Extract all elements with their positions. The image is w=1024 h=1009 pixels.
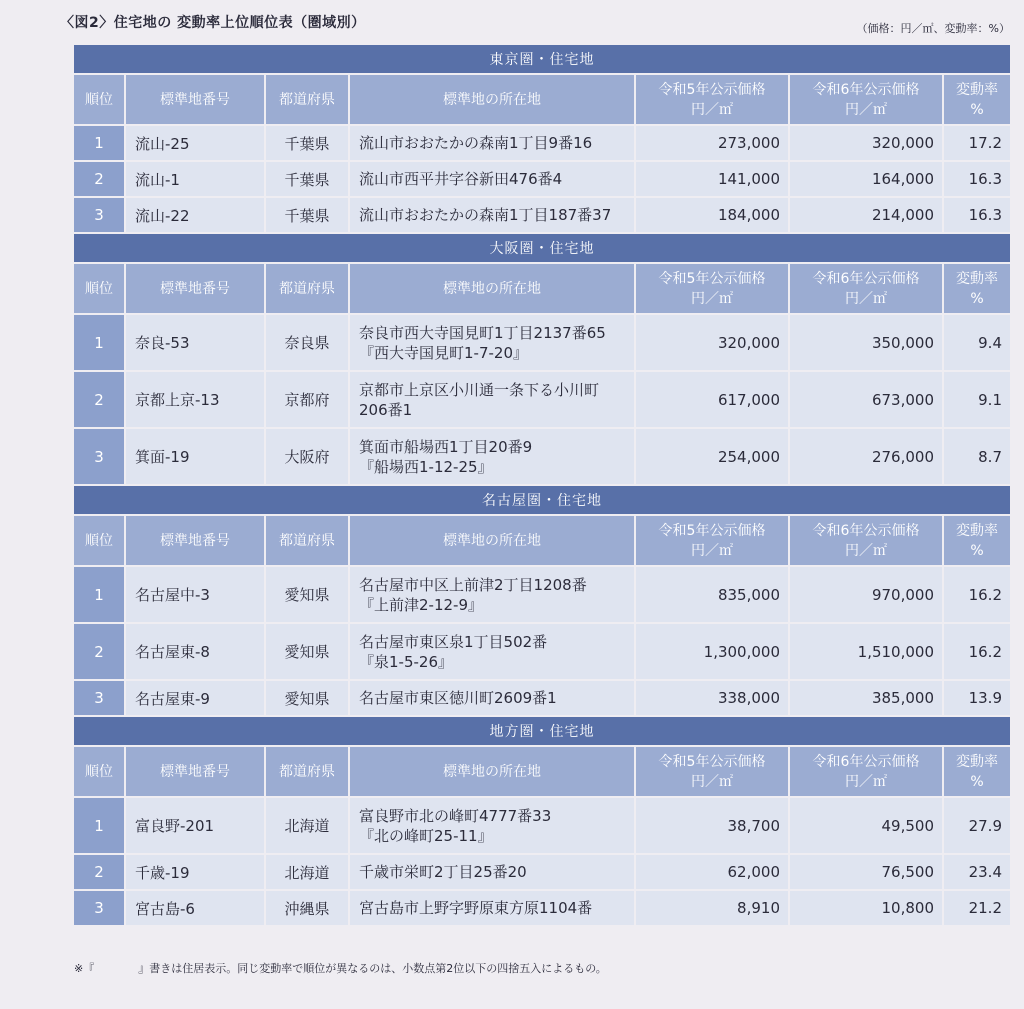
change-rate-cell: 16.2	[944, 567, 1010, 624]
change-rate-cell: 8.7	[944, 429, 1010, 486]
region-header: 名古屋圏・住宅地	[74, 486, 1010, 516]
price-r6-cell: 320,000	[790, 126, 944, 162]
address-cell	[350, 567, 636, 624]
change-rate-cell: 9.4	[944, 315, 1010, 372]
address-line1: 富良野市北の峰町4777番33	[359, 806, 552, 825]
table-body	[74, 45, 1010, 927]
address-line1: 京都市上京区小川通一条下る小川町	[359, 380, 600, 399]
col-header-price-r5-line2: 円／㎡	[691, 290, 733, 307]
col-header-price-r6-line2: 円／㎡	[845, 542, 887, 559]
col-header-pref: 都道府県	[266, 75, 350, 126]
address-line2: 『船場西1-12-25』	[359, 457, 493, 476]
table-row	[74, 681, 1010, 717]
region-header: 地方圏・住宅地	[74, 717, 1010, 747]
region-header-row	[74, 717, 1010, 747]
col-header-code: 標準地番号	[126, 264, 266, 315]
standard-land-number-cell: 箕面-19	[126, 429, 266, 486]
col-header-address: 標準地の所在地	[350, 75, 636, 126]
rank-cell: 2	[74, 372, 126, 429]
standard-land-number-cell: 奈良-53	[126, 315, 266, 372]
address-line1: 名古屋市東区徳川町2609番1	[359, 689, 557, 707]
col-header-rank: 順位	[74, 75, 126, 126]
col-header-rate	[944, 747, 1010, 798]
prefecture-cell: 北海道	[266, 798, 350, 855]
rank-cell: 1	[74, 126, 126, 162]
standard-land-number-cell: 名古屋中-3	[126, 567, 266, 624]
change-rate-cell: 16.3	[944, 198, 1010, 234]
standard-land-number-cell: 流山-22	[126, 198, 266, 234]
col-header-address: 標準地の所在地	[350, 516, 636, 567]
change-rate-cell: 23.4	[944, 855, 1010, 891]
col-header-price-r6-line2: 円／㎡	[845, 773, 887, 790]
col-header-price-r5	[636, 264, 790, 315]
col-header-address: 標準地の所在地	[350, 264, 636, 315]
standard-land-number-cell: 富良野-201	[126, 798, 266, 855]
price-r5-cell: 338,000	[636, 681, 790, 717]
col-header-price-r6	[790, 747, 944, 798]
col-header-price-r6-line2: 円／㎡	[845, 290, 887, 307]
standard-land-number-cell: 千歳-19	[126, 855, 266, 891]
column-header-row	[74, 75, 1010, 126]
col-header-price-r6	[790, 516, 944, 567]
table-row	[74, 798, 1010, 855]
col-header-rate	[944, 264, 1010, 315]
prefecture-cell: 千葉県	[266, 126, 350, 162]
col-header-rate-line1: 変動率	[956, 753, 998, 770]
ranking-table	[74, 45, 1010, 927]
price-r5-cell: 320,000	[636, 315, 790, 372]
table-row	[74, 891, 1010, 927]
address-line1: 千歳市栄町2丁目25番20	[359, 863, 527, 881]
rank-cell: 1	[74, 315, 126, 372]
price-r6-cell: 970,000	[790, 567, 944, 624]
price-r6-cell: 49,500	[790, 798, 944, 855]
price-r6-cell: 385,000	[790, 681, 944, 717]
col-header-rank: 順位	[74, 747, 126, 798]
rank-cell: 1	[74, 798, 126, 855]
address-cell	[350, 681, 636, 717]
change-rate-cell: 16.2	[944, 624, 1010, 681]
col-header-price-r6	[790, 75, 944, 126]
rank-cell: 2	[74, 855, 126, 891]
address-line2: 『北の峰町25-11』	[359, 826, 493, 845]
table-row	[74, 198, 1010, 234]
region-header-row	[74, 486, 1010, 516]
change-rate-cell: 17.2	[944, 126, 1010, 162]
col-header-price-r5	[636, 516, 790, 567]
price-r5-cell: 254,000	[636, 429, 790, 486]
prefecture-cell: 愛知県	[266, 567, 350, 624]
col-header-rate-line2: %	[970, 542, 984, 559]
region-header-row	[74, 45, 1010, 75]
col-header-rate-line2: %	[970, 773, 984, 790]
region-header: 東京圏・住宅地	[74, 45, 1010, 75]
col-header-price-r6-line1: 令和6年公示価格	[812, 81, 920, 98]
column-header-row	[74, 264, 1010, 315]
rank-cell: 3	[74, 681, 126, 717]
address-line1: 奈良市西大寺国見町1丁目2137番65	[359, 323, 606, 342]
prefecture-cell: 大阪府	[266, 429, 350, 486]
prefecture-cell: 沖縄県	[266, 891, 350, 927]
col-header-price-r6	[790, 264, 944, 315]
col-header-price-r6-line2: 円／㎡	[845, 101, 887, 118]
col-header-price-r5-line2: 円／㎡	[691, 773, 733, 790]
price-r5-cell: 141,000	[636, 162, 790, 198]
page-title: 〈図2〉住宅地の 変動率上位順位表（圏域別）	[60, 15, 366, 31]
prefecture-cell: 千葉県	[266, 198, 350, 234]
col-header-rate-line2: %	[970, 101, 984, 118]
col-header-rank: 順位	[74, 264, 126, 315]
col-header-rate-line1: 変動率	[956, 522, 998, 539]
price-r6-cell: 164,000	[790, 162, 944, 198]
address-cell	[350, 798, 636, 855]
address-line1: 箕面市船場西1丁目20番9	[359, 437, 533, 456]
table-row	[74, 315, 1010, 372]
address-line2: 『泉1-5-26』	[359, 652, 453, 671]
unit-note: （価格：円／㎡、変動率：%）	[856, 22, 1010, 35]
change-rate-cell: 21.2	[944, 891, 1010, 927]
col-header-price-r6-line1: 令和6年公示価格	[812, 522, 920, 539]
prefecture-cell: 奈良県	[266, 315, 350, 372]
col-header-rank: 順位	[74, 516, 126, 567]
region-header: 大阪圏・住宅地	[74, 234, 1010, 264]
rank-cell: 3	[74, 198, 126, 234]
col-header-price-r5	[636, 75, 790, 126]
prefecture-cell: 愛知県	[266, 681, 350, 717]
footnote: ※『 』書きは住居表示。同じ変動率で順位が異なるのは、小数点第2位以下の四捨五入によるもの。	[74, 962, 607, 975]
col-header-rate	[944, 516, 1010, 567]
rank-cell: 1	[74, 567, 126, 624]
address-line1: 宮古島市上野字野原東方原1104番	[359, 899, 593, 917]
address-cell	[350, 126, 636, 162]
price-r6-cell: 76,500	[790, 855, 944, 891]
table-row	[74, 126, 1010, 162]
price-r5-cell: 38,700	[636, 798, 790, 855]
col-header-pref: 都道府県	[266, 264, 350, 315]
price-r5-cell: 617,000	[636, 372, 790, 429]
col-header-price-r5-line2: 円／㎡	[691, 542, 733, 559]
column-header-row	[74, 516, 1010, 567]
col-header-rate	[944, 75, 1010, 126]
address-cell	[350, 624, 636, 681]
standard-land-number-cell: 流山-1	[126, 162, 266, 198]
address-line1: 名古屋市東区泉1丁目502番	[359, 632, 548, 651]
address-cell	[350, 429, 636, 486]
col-header-price-r6-line1: 令和6年公示価格	[812, 753, 920, 770]
col-header-price-r6-line1: 令和6年公示価格	[812, 270, 920, 287]
address-line2: 『西大寺国見町1-7-20』	[359, 343, 528, 362]
address-line2: 206番1	[359, 400, 413, 419]
price-r6-cell: 1,510,000	[790, 624, 944, 681]
address-cell	[350, 372, 636, 429]
price-r5-cell: 273,000	[636, 126, 790, 162]
rank-cell: 3	[74, 891, 126, 927]
col-header-address: 標準地の所在地	[350, 747, 636, 798]
address-line1: 流山市おおたかの森南1丁目9番16	[359, 134, 593, 152]
col-header-price-r5-line1: 令和5年公示価格	[658, 753, 766, 770]
col-header-price-r5-line2: 円／㎡	[691, 101, 733, 118]
address-cell	[350, 198, 636, 234]
rank-cell: 3	[74, 429, 126, 486]
address-cell	[350, 162, 636, 198]
rank-cell: 2	[74, 624, 126, 681]
address-line1: 流山市おおたかの森南1丁目187番37	[359, 206, 612, 224]
col-header-code: 標準地番号	[126, 516, 266, 567]
col-header-rate-line1: 変動率	[956, 81, 998, 98]
price-r5-cell: 184,000	[636, 198, 790, 234]
price-r5-cell: 62,000	[636, 855, 790, 891]
change-rate-cell: 16.3	[944, 162, 1010, 198]
table-row	[74, 855, 1010, 891]
price-r6-cell: 10,800	[790, 891, 944, 927]
table-row	[74, 429, 1010, 486]
address-cell	[350, 315, 636, 372]
col-header-rate-line2: %	[970, 290, 984, 307]
standard-land-number-cell: 名古屋東-8	[126, 624, 266, 681]
price-r6-cell: 276,000	[790, 429, 944, 486]
standard-land-number-cell: 京都上京-13	[126, 372, 266, 429]
price-r5-cell: 8,910	[636, 891, 790, 927]
standard-land-number-cell: 宮古島-6	[126, 891, 266, 927]
standard-land-number-cell: 流山-25	[126, 126, 266, 162]
col-header-code: 標準地番号	[126, 747, 266, 798]
table-row	[74, 162, 1010, 198]
standard-land-number-cell: 名古屋東-9	[126, 681, 266, 717]
address-line1: 流山市西平井字谷新田476番4	[359, 170, 563, 188]
price-r5-cell: 1,300,000	[636, 624, 790, 681]
col-header-rate-line1: 変動率	[956, 270, 998, 287]
table-row	[74, 567, 1010, 624]
col-header-pref: 都道府県	[266, 747, 350, 798]
address-cell	[350, 855, 636, 891]
col-header-price-r5	[636, 747, 790, 798]
prefecture-cell: 京都府	[266, 372, 350, 429]
address-line1: 名古屋市中区上前津2丁目1208番	[359, 575, 587, 594]
table-row	[74, 624, 1010, 681]
address-line2: 『上前津2-12-9』	[359, 595, 483, 614]
change-rate-cell: 9.1	[944, 372, 1010, 429]
header	[60, 10, 1010, 34]
price-r6-cell: 673,000	[790, 372, 944, 429]
price-r6-cell: 214,000	[790, 198, 944, 234]
ranking-table-wrapper	[74, 45, 1010, 927]
col-header-pref: 都道府県	[266, 516, 350, 567]
table-row	[74, 372, 1010, 429]
address-cell	[350, 891, 636, 927]
change-rate-cell: 27.9	[944, 798, 1010, 855]
change-rate-cell: 13.9	[944, 681, 1010, 717]
col-header-code: 標準地番号	[126, 75, 266, 126]
prefecture-cell: 愛知県	[266, 624, 350, 681]
column-header-row	[74, 747, 1010, 798]
prefecture-cell: 千葉県	[266, 162, 350, 198]
col-header-price-r5-line1: 令和5年公示価格	[658, 81, 766, 98]
col-header-price-r5-line1: 令和5年公示価格	[658, 522, 766, 539]
col-header-price-r5-line1: 令和5年公示価格	[658, 270, 766, 287]
price-r5-cell: 835,000	[636, 567, 790, 624]
price-r6-cell: 350,000	[790, 315, 944, 372]
rank-cell: 2	[74, 162, 126, 198]
region-header-row	[74, 234, 1010, 264]
prefecture-cell: 北海道	[266, 855, 350, 891]
